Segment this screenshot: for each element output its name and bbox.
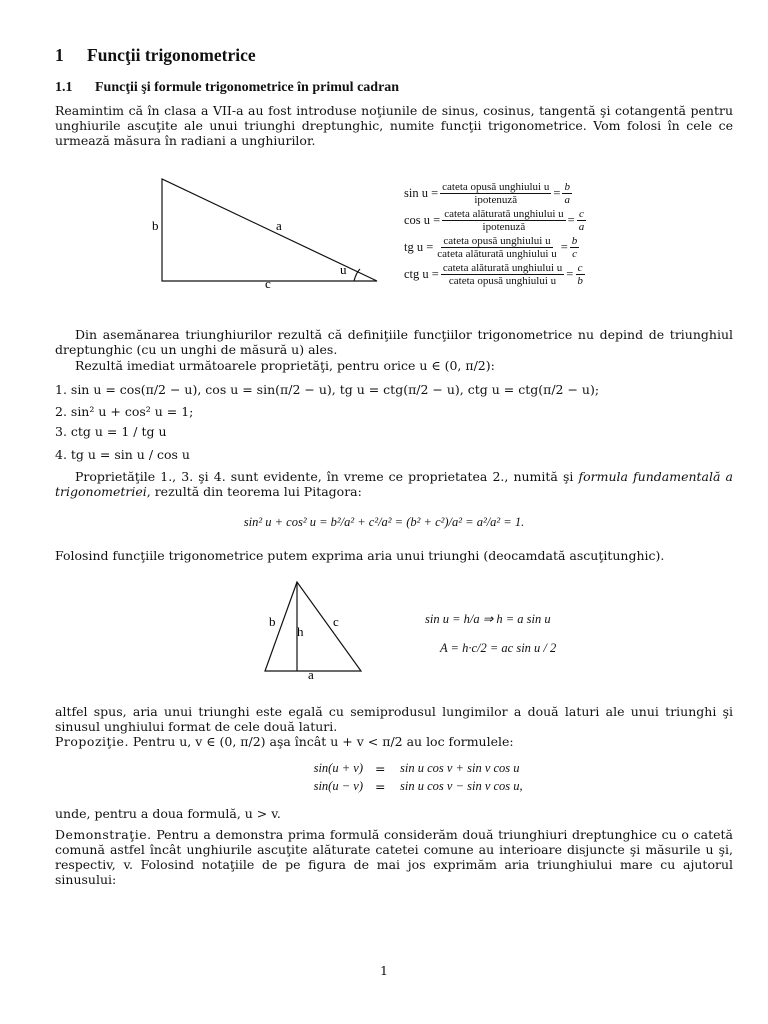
proof-paragraph	[55, 827, 733, 887]
def-tg-num: cateta opusă unghiului u	[443, 235, 551, 247]
acute-triangle-shape	[265, 582, 361, 671]
def-tg-rnum: b	[571, 235, 578, 247]
label-u: u	[340, 262, 347, 277]
label-c: c	[265, 276, 271, 291]
formula-2-lhs: sin(u − v)	[313, 779, 363, 793]
properties-intro: Rezultă imediat următoarele proprietăţi, pentru orice u ∈ (0, π/2):	[75, 358, 495, 373]
area-intro-paragraph: Folosind funcţiile trigonometrice putem exprima aria unui triunghi (deocamdată ascuţitunghic).	[55, 548, 665, 563]
formula-1-eq: =	[375, 761, 386, 776]
subsection-heading	[55, 80, 399, 95]
label-a: a	[276, 218, 282, 233]
para3-start: Proprietăţile 1., 3. şi 4. sunt evidente, în vreme ce proprietatea 2., numită şi	[75, 469, 574, 484]
def-ctg-den: cateta opusă unghiului u	[448, 275, 557, 287]
fundamental-formula-name: formula fundamentală a trigonometriei	[55, 469, 733, 499]
label-b: b	[152, 218, 159, 233]
section-title: Funcţii trigonometrice	[87, 45, 256, 65]
def-cos-num: cateta alăturată unghiului u	[444, 208, 564, 220]
intro-paragraph: Reamintim că în clasa a VII-a au fost introduse noţiunile de sinus, cosinus, tangentă şi cotangentă pentru unghiurile ascuţite ale unui triunghi dreptunghic, numite funcţii trigonometrice. Vom folosi în cele ce urmează măsura în radiani a unghiurilor.	[55, 103, 733, 148]
def-sin-lhs: sin u =	[404, 186, 439, 200]
formula-1-lhs: sin(u + v)	[313, 761, 363, 775]
label-b2: b	[269, 614, 276, 629]
area-line-2: A = h·c/2 = ac sin u / 2	[440, 641, 557, 655]
proposition-text: Pentru u, v ∈ (0, π/2) aşa încât u + v < π/2 au loc formulele:	[132, 734, 514, 749]
area-conclusion-paragraph: altfel spus, aria unui triunghi este egală cu semiprodusul lungimilor a două laturi ale unui triunghi şi sinusul unghiului format de cele două laturi.	[55, 704, 733, 734]
similarity-paragraph: Din asemănarea triunghiurilor rezultă că definiţiile funcţiilor trigonometrice nu depind de triunghiul dreptunghic (cu un unghi de măsură u) ales.	[55, 327, 733, 357]
second-formula-note: unde, pentru a doua formulă, u > v.	[55, 806, 281, 821]
section-number: 1	[55, 45, 64, 65]
def-sin: sin u = $\frac{\text{cateta opusă unghiului u}}{\text{ipotenuză}}$ = $\frac{b}{a}$	[404, 181, 570, 206]
def-cos-den: ipotenuză	[482, 221, 526, 233]
def-sin-rnum: b	[564, 181, 570, 193]
right-triangle-figure	[140, 170, 390, 295]
property-4: 4. tg u = sin u / cos u	[55, 447, 190, 462]
page-number: 1	[380, 963, 388, 978]
def-ctg-num: cateta alăturată unghiului u	[442, 262, 563, 274]
property-1: 1. sin u = cos(π/2 − u), cos u = sin(π/2 − u), tg u = ctg(π/2 − u), ctg u = ctg(π/2 − u);	[55, 382, 600, 397]
def-ctg-rnum: c	[577, 262, 583, 274]
def-sin-num: cateta opusă unghiului u	[442, 181, 550, 193]
property-2: 2. sin² u + cos² u = 1;	[55, 404, 194, 419]
def-tg: tg u = $\frac{\text{cateta opusă unghiului u}}{\text{cateta alăturată unghiului u}}$ = $\frac{b}{c}$	[404, 235, 578, 260]
trig-definitions	[404, 180, 588, 288]
subsection-number: 1.1	[55, 80, 73, 95]
def-tg-rden: c	[572, 248, 577, 260]
label-a2: a	[308, 667, 314, 682]
def-cos: cos u = $\frac{\text{cateta alăturată unghiului u}}{\text{ipotenuză}}$ = $\frac{c}{a}$	[404, 208, 585, 233]
formula-2-rhs: sin u cos v − sin v cos u,	[400, 779, 523, 793]
section-heading	[55, 45, 256, 65]
def-cos-rnum: c	[579, 208, 584, 220]
label-c2: c	[333, 614, 339, 629]
def-sin-rden: a	[564, 194, 570, 206]
label-h: h	[297, 624, 304, 639]
def-ctg: ctg u = $\frac{\text{cateta alăturată unghiului u}}{\text{cateta opusă unghiului u}}$ = $\frac{c}{b}$	[404, 262, 583, 287]
def-ctg-lhs: ctg u =	[404, 267, 439, 281]
def-sin-den: ipotenuză	[474, 194, 518, 206]
def-tg-lhs: tg u =	[404, 240, 434, 254]
acute-triangle-figure	[255, 575, 375, 685]
def-tg-den: cateta alăturată unghiului u	[437, 248, 557, 260]
proposition-label: Propoziţie.	[55, 734, 129, 749]
proof-text: Pentru a demonstra prima formulă considerăm două triunghiuri dreptunghice cu o catetă comună astfel încât unghiurile ascuţite alăturate catetei comune au interioare disjuncte şi măsurile u şi, respectiv, v. Folosind notaţiile de pe figura de mai jos exprimăm aria triunghiului mare cu ajutorul sinusului:	[55, 827, 733, 887]
formula-2-eq: =	[375, 779, 386, 794]
formula-1-rhs: sin u cos v + sin v cos u	[400, 761, 520, 775]
def-cos-lhs: cos u =	[404, 213, 441, 227]
proposition	[55, 734, 733, 749]
def-cos-rden: a	[578, 221, 585, 233]
subsection-title: Funcţii şi formule trigonometrice în primul cadran	[95, 80, 400, 95]
property-3: 3. ctg u = 1 / tg u	[55, 424, 167, 439]
area-line-1: sin u = h/a ⇒ h = a sin u	[425, 612, 551, 626]
pythagoras-equation: sin² u + cos² u = b²/a² + c²/a² = (b² + c²)/a² = a²/a² = 1.	[243, 515, 525, 529]
para3-end: , rezultă din teorema lui Pitagora:	[146, 484, 362, 499]
def-ctg-rden: b	[577, 275, 583, 287]
proof-label: Demonstraţie.	[55, 827, 152, 842]
pythagoras-paragraph	[55, 469, 733, 499]
